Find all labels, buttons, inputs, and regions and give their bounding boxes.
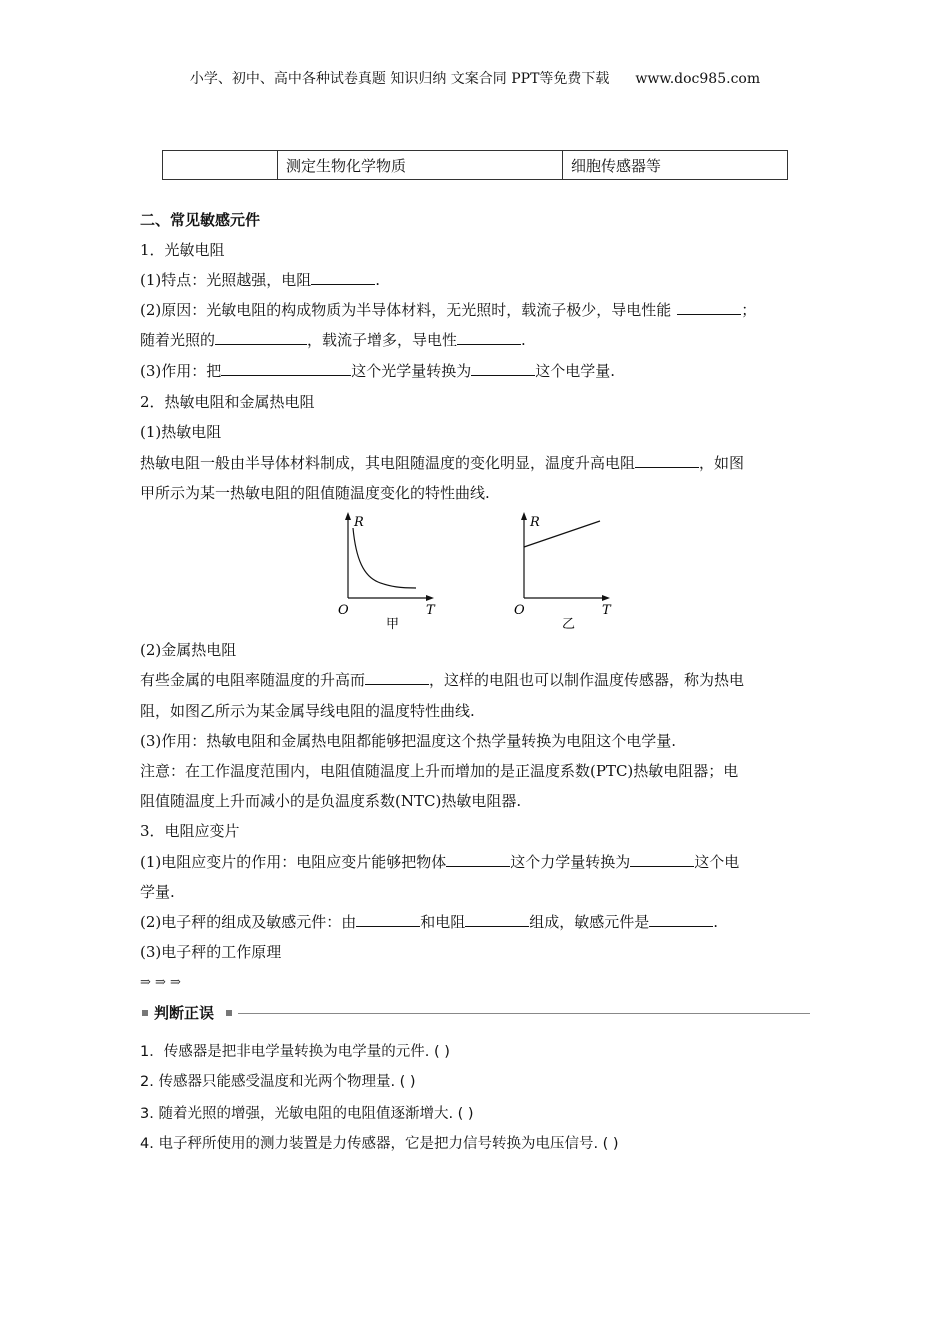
- note-line: 阻值随温度上升而减小的是负温度系数(NTC)热敏电阻器.: [140, 792, 522, 810]
- x-axis-arrow: [426, 595, 434, 601]
- text-segment: 组成，敏感元件是: [529, 913, 650, 931]
- answer-blank: [446, 852, 510, 867]
- text-line: [140, 670, 744, 690]
- answer-blank: [215, 330, 307, 345]
- text-segment: (2)电子秤的组成及敏感元件：由: [140, 913, 357, 931]
- answer-blank: [649, 912, 713, 927]
- arrow-chain: ⇒ ⇒ ⇒: [140, 975, 181, 990]
- y-axis-arrow: [521, 512, 527, 520]
- table-cell: 细胞传感器等: [563, 151, 788, 180]
- judge-title: 判断正误: [154, 1004, 215, 1022]
- answer-blank: [356, 912, 420, 927]
- metal-resistor-graph: [506, 510, 626, 632]
- note-line: 注意：在工作温度范围内，电阻值随温度上升而增加的是正温度系数(PTC)热敏电阻器；电: [140, 762, 739, 780]
- graph-caption: 甲: [386, 617, 400, 632]
- text-segment: 热敏电阻一般由半导体材料制成，其电阻随温度的变化明显，温度升高电阻: [140, 454, 636, 472]
- text-segment: 这个电学量.: [535, 362, 616, 380]
- judge-section-header: [140, 1003, 810, 1023]
- text-line: [140, 270, 380, 290]
- square-bullet-icon: [142, 1010, 148, 1016]
- item-title: 3．电阻应变片: [140, 822, 240, 840]
- table-row: [163, 151, 788, 180]
- answer-blank: [365, 670, 429, 685]
- text-line: [140, 300, 756, 320]
- answer-blank: [677, 300, 741, 315]
- y-label: R: [354, 515, 364, 530]
- sensor-table: [162, 150, 788, 180]
- sub-title: (2)金属热电阻: [140, 641, 237, 659]
- list-item: 4. 电子秤所使用的测力装置是力传感器，它是把力信号转换为电压信号. ( ): [140, 1136, 619, 1152]
- origin-label: O: [514, 603, 525, 618]
- text-line: 甲所示为某一热敏电阻的阻值随温度变化的特性曲线.: [140, 484, 490, 502]
- text-line: (3)作用：热敏电阻和金属热电阻都能够把温度这个热学量转换为电阻这个电学量.: [140, 732, 677, 750]
- y-axis-arrow: [345, 512, 351, 520]
- text-line: [140, 330, 526, 350]
- x-label: T: [602, 603, 611, 618]
- answer-blank: [457, 330, 521, 345]
- x-label: T: [426, 603, 435, 618]
- answer-blank: [221, 361, 351, 376]
- sub-title: (1)热敏电阻: [140, 423, 222, 441]
- list-item: 2. 传感器只能感受温度和光两个物理量. ( ): [140, 1074, 416, 1090]
- text-line: 学量.: [140, 883, 175, 901]
- text-line: [140, 361, 615, 381]
- text-segment: .: [521, 331, 526, 349]
- page-header: [0, 68, 950, 88]
- text-segment: ，如图: [699, 454, 745, 472]
- text-line: 阻，如图乙所示为某金属导线电阻的温度特性曲线.: [140, 702, 475, 720]
- text-segment: ，这样的电阻也可以制作温度传感器，称为热电: [429, 671, 745, 689]
- x-axis-arrow: [602, 595, 610, 601]
- text-segment: ；: [741, 301, 757, 319]
- text-line: [140, 453, 744, 473]
- thermistor-graph: [330, 510, 450, 632]
- text-segment: 这个电: [694, 853, 740, 871]
- section-title: 二、常见敏感元件: [140, 211, 261, 229]
- table-cell: [163, 151, 278, 180]
- text-segment: 随着光照的: [140, 331, 216, 349]
- divider: [238, 1013, 810, 1014]
- origin-label: O: [338, 603, 349, 618]
- item-title: 2．热敏电阻和金属热电阻: [140, 393, 315, 411]
- graph-caption: 乙: [562, 617, 576, 632]
- text-segment: ，载流子增多，导电性: [307, 331, 458, 349]
- text-segment: (3)作用：把: [140, 362, 222, 380]
- item-title: 1．光敏电阻: [140, 241, 225, 259]
- text-segment: 和电阻: [420, 913, 466, 931]
- header-url: www.doc985.com: [635, 71, 761, 87]
- resistance-curve: [353, 528, 416, 588]
- text-segment: (1)电阻应变片的作用：电阻应变片能够把物体: [140, 853, 447, 871]
- text-segment: .: [375, 271, 381, 289]
- square-bullet-icon: [226, 1010, 232, 1016]
- table-cell: 测定生物化学物质: [278, 151, 563, 180]
- y-label: R: [530, 515, 540, 530]
- text-segment: .: [713, 913, 719, 931]
- answer-blank: [471, 361, 535, 376]
- header-text: 小学、初中、高中各种试卷真题 知识归纳 文案合同 PPT等免费下载: [189, 71, 610, 87]
- text-segment: 有些金属的电阻率随温度的升高而: [140, 671, 366, 689]
- answer-blank: [635, 453, 699, 468]
- list-item: 3. 随着光照的增强，光敏电阻的电阻值逐渐增大. ( ): [140, 1106, 474, 1122]
- text-line: [140, 852, 739, 872]
- list-item: 1．传感器是把非电学量转换为电学量的元件. ( ): [140, 1044, 450, 1060]
- text-segment: (2)原因：光敏电阻的构成物质为半导体材料，无光照时，载流子极少，导电性能: [140, 301, 672, 319]
- answer-blank: [630, 852, 694, 867]
- text-segment: 这个光学量转换为: [351, 362, 472, 380]
- text-segment: 这个力学量转换为: [510, 853, 631, 871]
- text-segment: (1)特点：光照越强，电阻: [140, 271, 312, 289]
- answer-blank: [311, 270, 375, 285]
- answer-blank: [465, 912, 529, 927]
- sub-title: (3)电子秤的工作原理: [140, 943, 282, 961]
- text-line: [140, 912, 718, 932]
